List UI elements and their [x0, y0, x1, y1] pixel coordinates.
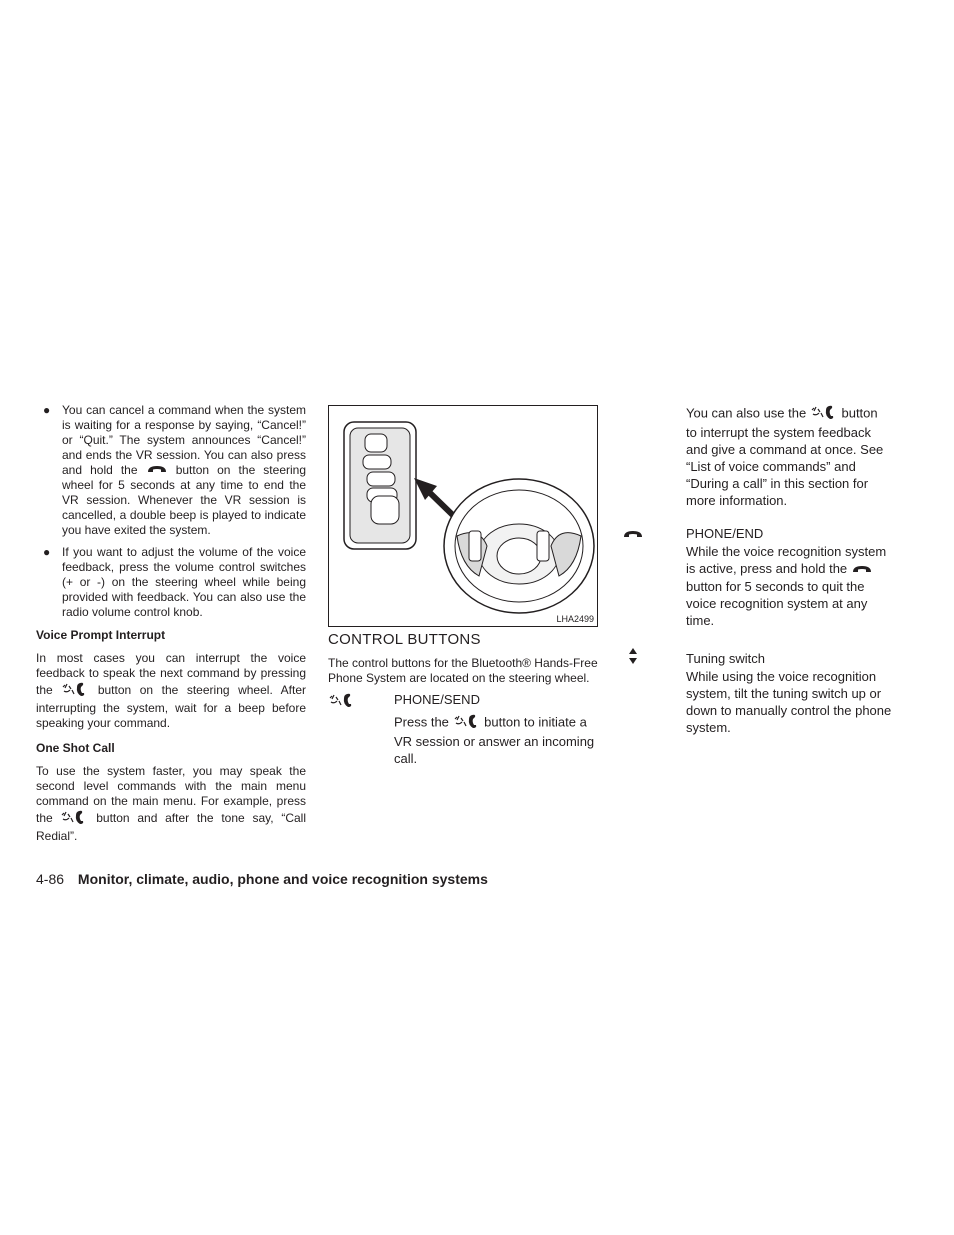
bullet-text: You can cancel a command when the system is waiting for a response by saying, “Cancel!” or “Quit.” The system announces “Cancel!” and ends the VR session. You can also press and hold the — [62, 403, 306, 477]
phone-end-item — [622, 526, 892, 629]
left-column — [36, 403, 306, 844]
control-buttons-intro: The control buttons for the Bluetooth® Hands-Free Phone System are located on the steering wheel. — [328, 656, 598, 685]
bullet-text: button on the steering wheel for 5 seconds at any time to end the VR session. Whenever the VR session is cancelled, a double beep is played to indicate you have exited the system. — [62, 463, 306, 538]
phone-end-title: PHONE/END — [686, 526, 764, 541]
steering-wheel-figure — [328, 405, 598, 627]
right-column — [622, 404, 892, 736]
page-number: 4-86 — [36, 871, 65, 887]
phone-send-icon — [60, 809, 88, 829]
tuning-switch-icon — [628, 646, 638, 670]
tuning-switch-item — [622, 651, 892, 736]
section-title: CONTROL BUTTONS — [328, 631, 481, 648]
phone-send-icon — [453, 713, 481, 733]
phone-send-icon — [61, 681, 89, 701]
phone-send-icon — [328, 692, 356, 712]
chapter-title: Monitor, climate, audio, phone and voice recognition systems — [77, 871, 488, 887]
phone-send-body: Press the button to initiate a VR session or answer an incoming call. — [394, 714, 595, 766]
phone-end-icon — [851, 561, 873, 578]
middle-column — [328, 632, 598, 767]
phone-end-body: While the voice recognition system is active, press and hold the button for 5 seconds to quit the voice recognition system at any time. — [686, 544, 887, 629]
bullet-text: If you want to adjust the volume of the voice feedback, press the volume control switches (+ or -) on the steering wheel while being provided with feedback. You can also use the radio volume control knob. — [62, 545, 306, 620]
list-item — [36, 403, 306, 538]
phone-end-icon — [622, 528, 644, 543]
bullet-dot: ● — [43, 403, 51, 417]
phone-send-item — [328, 692, 598, 767]
right-intro: You can also use the button to interrupt the system feedback and give a command at once. See “List of voice commands” and “During a call” in this section for more information. — [686, 405, 884, 508]
list-item — [36, 545, 306, 620]
page-footer — [36, 871, 488, 887]
one-shot-paragraph: To use the system faster, you may speak the second level commands with the main menu command on the main menu. For example, press the button and after the tone say, “Call Redial”. — [36, 764, 306, 844]
phone-end-icon — [146, 463, 168, 478]
figure-label: LHA2499 — [556, 614, 594, 624]
phone-send-icon — [810, 404, 838, 424]
voice-prompt-paragraph: In most cases you can interrupt the voice feedback to speak the next command by pressing the button on the steering wheel. After interrupting the system, wait for a beep before speaking your command. — [36, 651, 307, 731]
tuning-switch-body: While using the voice recognition system, tilt the tuning switch up or down to manually control the phone system. — [686, 669, 892, 736]
steering-wheel-illustration — [329, 406, 597, 626]
one-shot-heading: One Shot Call — [36, 741, 115, 756]
phone-send-title: PHONE/SEND — [394, 692, 480, 707]
tuning-switch-title: Tuning switch — [686, 651, 765, 667]
voice-prompt-heading: Voice Prompt Interrupt — [36, 628, 166, 643]
bullet-dot: ● — [43, 545, 51, 560]
